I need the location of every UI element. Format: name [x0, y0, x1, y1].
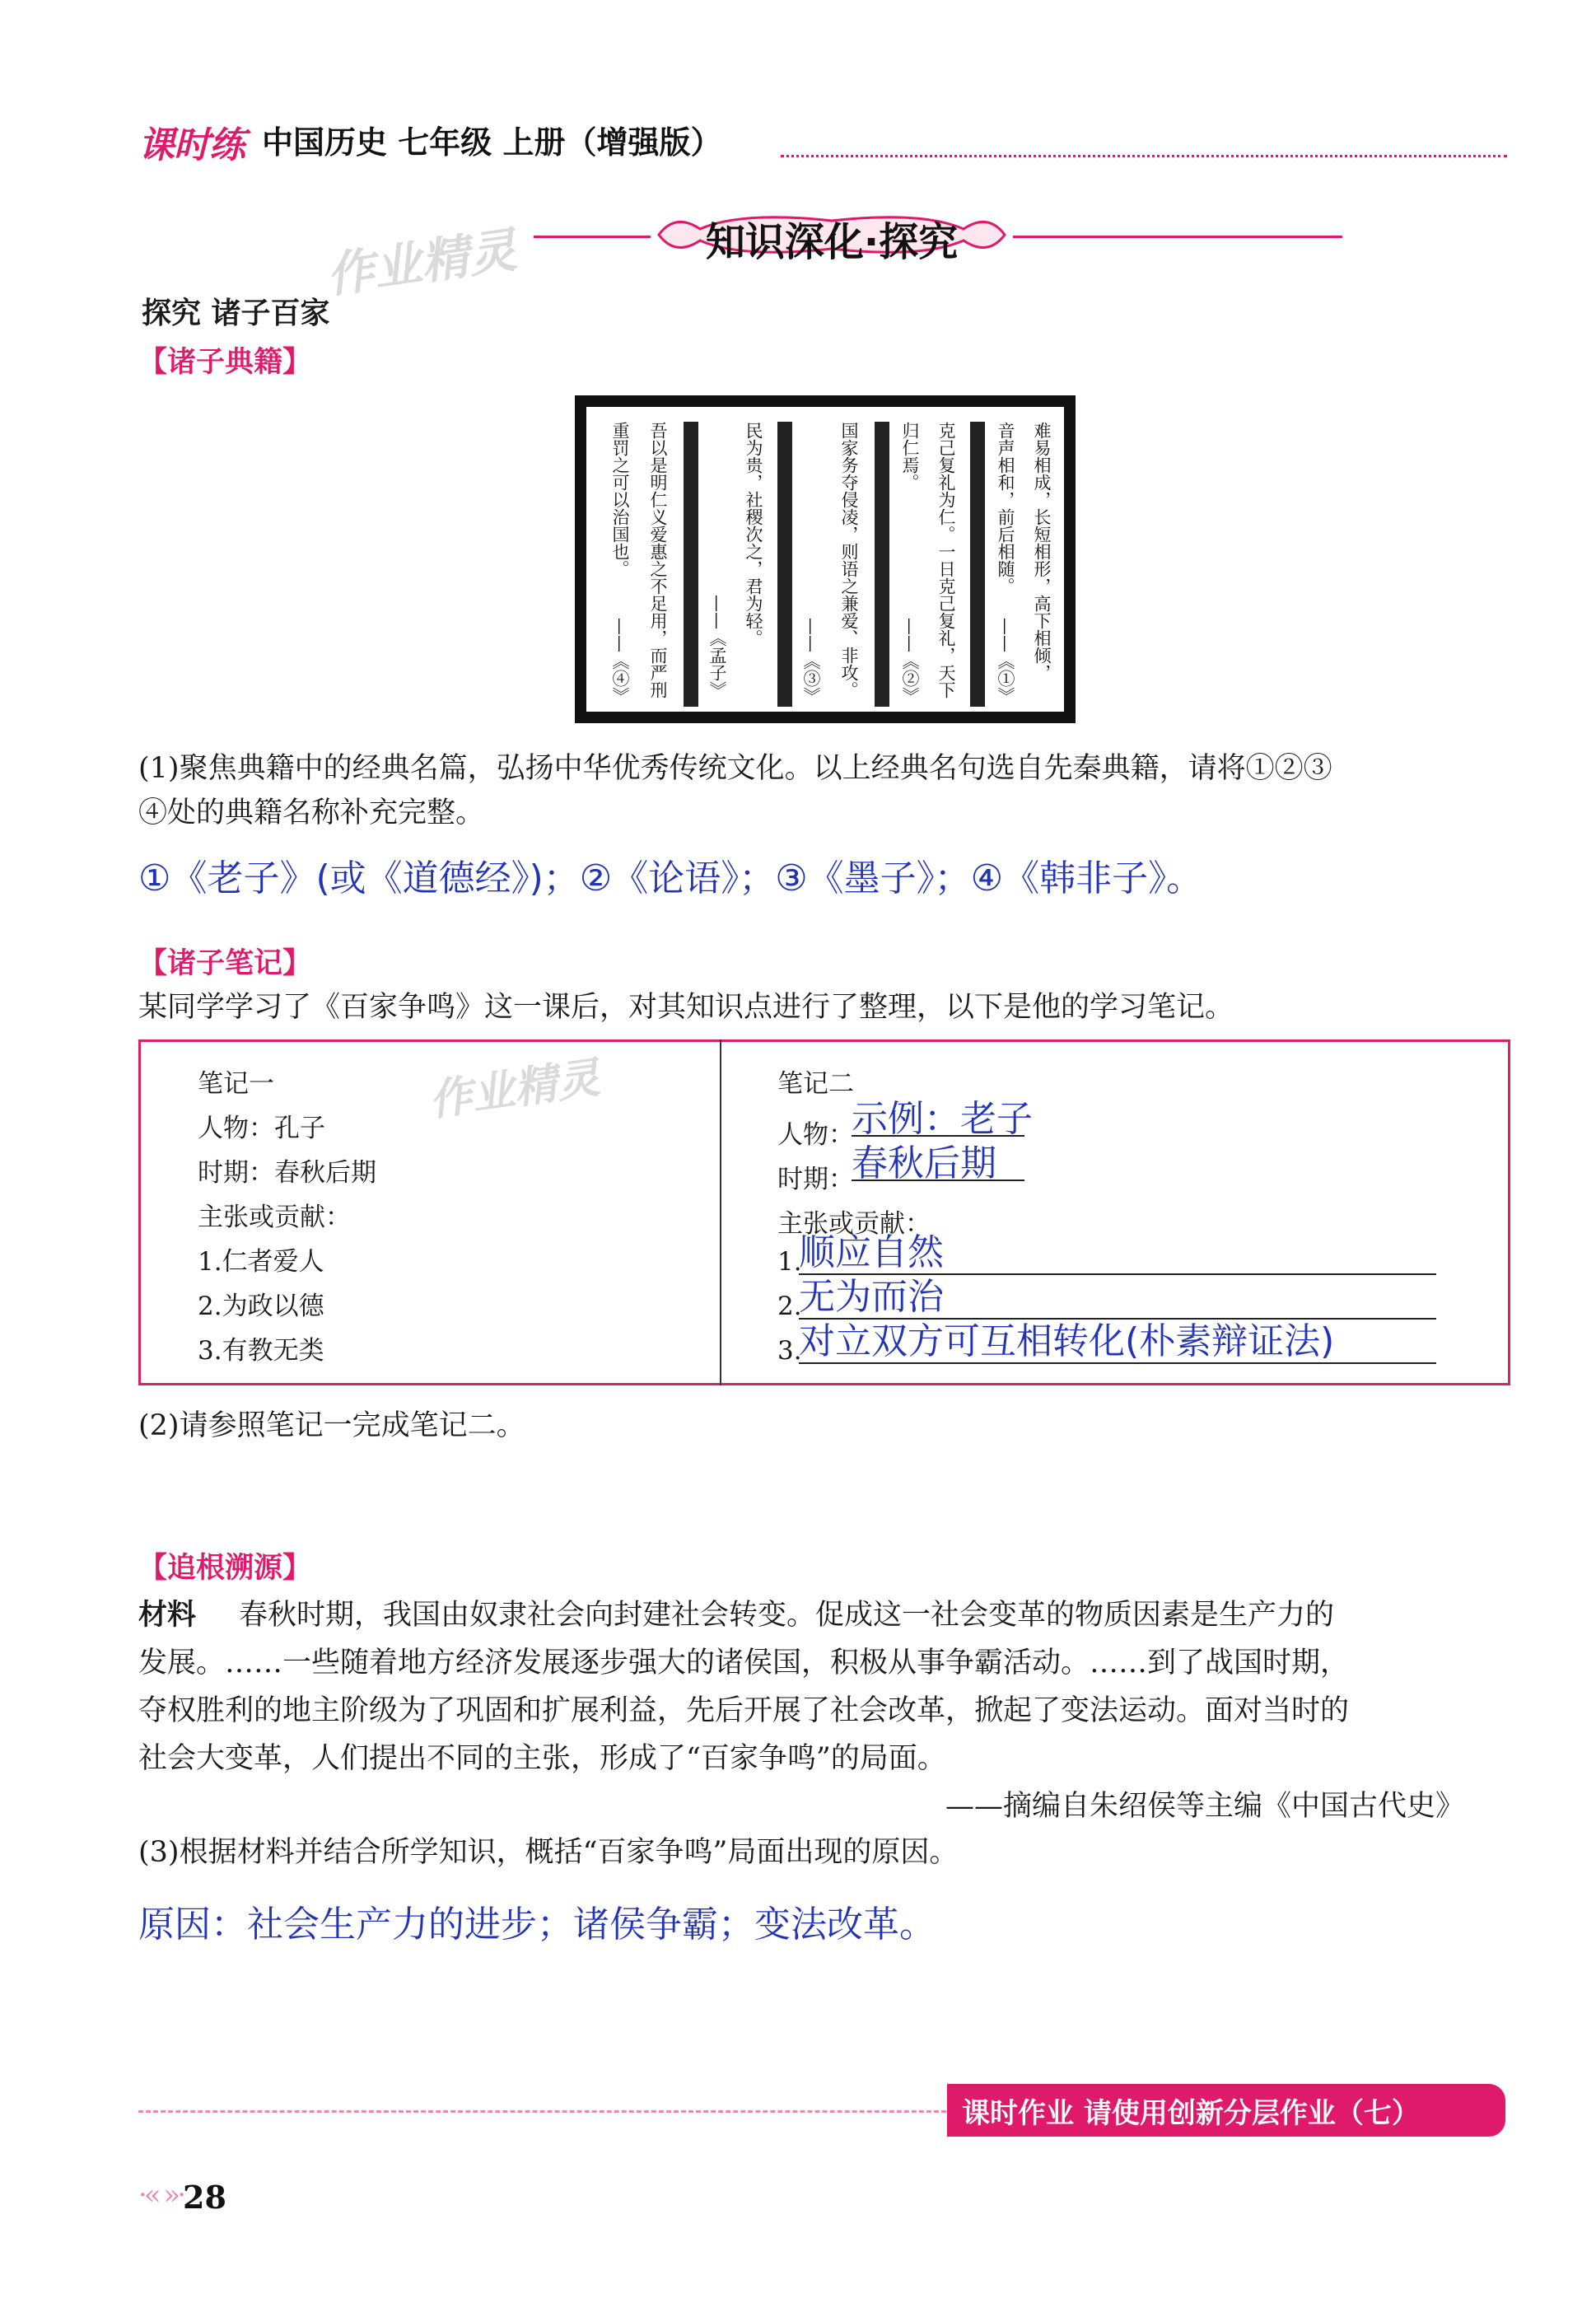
scroll-slat-divider: [684, 422, 698, 707]
header-title: 中国历史 七年级 上册（增强版）: [262, 124, 722, 161]
explore-heading: 探究 诸子百家: [142, 297, 330, 330]
part2-intro: 某同学学习了《百家争鸣》这一课后，对其知识点进行了整理，以下是他的学习笔记。: [138, 991, 1234, 1024]
part2-heading: 【诸子笔记】: [138, 947, 312, 980]
scroll-quote-3: 国家务夺侵凌，则语之兼爱、非攻。: [839, 422, 859, 698]
part3-heading: 【追根溯源】: [138, 1552, 312, 1585]
note2-item-2-num: 2.: [777, 1292, 802, 1321]
scroll-quote-1a: 难易相成，长短相形，高下相倾，: [1032, 422, 1052, 681]
note1-person: 人物：孔子: [198, 1114, 325, 1143]
note1-title: 笔记一: [198, 1069, 274, 1099]
scroll-slat-divider: [970, 422, 985, 707]
note1-item-2: 2.为政以德: [198, 1292, 324, 1321]
question-2: (2)请参照笔记一完成笔记二。: [138, 1409, 525, 1442]
banner-line-right: [1013, 236, 1342, 238]
scroll-quote-2a: 克己复礼为仁。一日克己复礼，天下: [936, 422, 956, 698]
note2-period-label: 时期：: [777, 1165, 854, 1194]
scroll-source-3: ——《③》: [801, 618, 821, 704]
page-number: 28: [183, 2179, 226, 2216]
note1-period: 时期：春秋后期: [198, 1158, 376, 1188]
material-line-3: 夺权胜利的地主阶级为了巩固和扩展利益，先后开展了社会改革，掀起了变法运动。面对当时的: [138, 1694, 1350, 1727]
question-1-line2: ④处的典籍名称补充完整。: [138, 796, 485, 829]
part1-heading: 【诸子典籍】: [138, 346, 312, 379]
question-1-line1: (1)聚焦典籍中的经典名篇，弘扬中华优秀传统文化。以上经典名句选自先秦典籍，请将①②③: [138, 752, 1332, 785]
footer-divider: [138, 2110, 954, 2113]
note1-item-1: 1.仁者爱人: [198, 1247, 324, 1277]
scroll-source-4: ——《④》: [610, 618, 630, 704]
answer-3: 原因：社会生产力的进步；诸侯争霸；变法改革。: [138, 1904, 936, 1946]
bamboo-scroll: [575, 395, 1076, 723]
watermark: 作业精灵: [323, 222, 520, 304]
material-label: 材料: [138, 1599, 197, 1632]
footer-text: 课时作业 请使用创新分层作业（七）: [962, 2097, 1420, 2130]
note2-period-underline: [852, 1180, 1024, 1181]
note2-item-1-answer: 顺应自然: [799, 1231, 944, 1273]
scroll-slat-divider: [777, 422, 792, 707]
section-title: 知识深化·探究: [705, 219, 959, 265]
note2-item-3-answer: 对立双方可互相转化(朴素辩证法): [799, 1320, 1335, 1362]
scroll-quote-4a: 吾以是明仁义爱惠之不足用，而严刑: [648, 422, 668, 698]
brand-logo: 课时练: [138, 124, 245, 166]
answer-1: ①《老子》(或《道德经》)；②《论语》；③《墨子》；④《韩非子》。: [138, 857, 1203, 899]
question-3: (3)根据材料并结合所学知识，概括“百家争鸣”局面出现的原因。: [138, 1836, 959, 1869]
note2-item-3-num: 3.: [777, 1336, 802, 1366]
header-divider: [781, 155, 1507, 157]
note2-claims-label: 主张或贡献：: [777, 1209, 931, 1239]
note2-period-answer: 春秋后期: [852, 1142, 996, 1184]
scroll-quote-4b: 重罚之可以治国也。: [610, 422, 630, 577]
scroll-source-2: ——《②》: [900, 618, 920, 704]
scroll-quote-1b: 音声相和，前后相随。: [996, 422, 1015, 595]
watermark: 作业精灵: [426, 1053, 603, 1127]
page-number-decoration: ·« »·: [138, 2179, 184, 2212]
scroll-quote-2b: 归仁焉。: [900, 422, 920, 491]
banner-line-left: [534, 236, 651, 238]
note2-person-answer: 示例：老子: [852, 1098, 1033, 1140]
notes-divider: [720, 1039, 721, 1385]
scroll-quote-mencius: 民为贵，社稷次之，君为轻。: [744, 422, 763, 647]
note2-title: 笔记二: [777, 1069, 854, 1099]
material-source: ——摘编自朱绍侯等主编《中国古代史》: [945, 1790, 1465, 1823]
scroll-source-1: ——《①》: [996, 618, 1015, 704]
note2-item-1-num: 1.: [777, 1247, 802, 1277]
scroll-slat-divider: [875, 422, 889, 707]
material-line-4: 社会大变革，人们提出不同的主张，形成了“百家争鸣”的局面。: [138, 1742, 946, 1775]
material-line-1: 春秋时期，我国由奴隶社会向封建社会转变。促成这一社会变革的物质因素是生产力的: [239, 1599, 1335, 1632]
note2-item-3-underline: [799, 1362, 1436, 1364]
note1-item-3: 3.有教无类: [198, 1336, 324, 1366]
note2-item-2-answer: 无为而治: [799, 1276, 944, 1318]
material-line-2: 发展。……一些随着地方经济发展逐步强大的诸侯国，积极从事争霸活动。……到了战国时期，: [138, 1647, 1350, 1679]
note1-claims-label: 主张或贡献：: [198, 1203, 351, 1232]
note2-person-label: 人物：: [777, 1120, 854, 1150]
scroll-source-mencius: ——《孟子》: [707, 595, 727, 698]
